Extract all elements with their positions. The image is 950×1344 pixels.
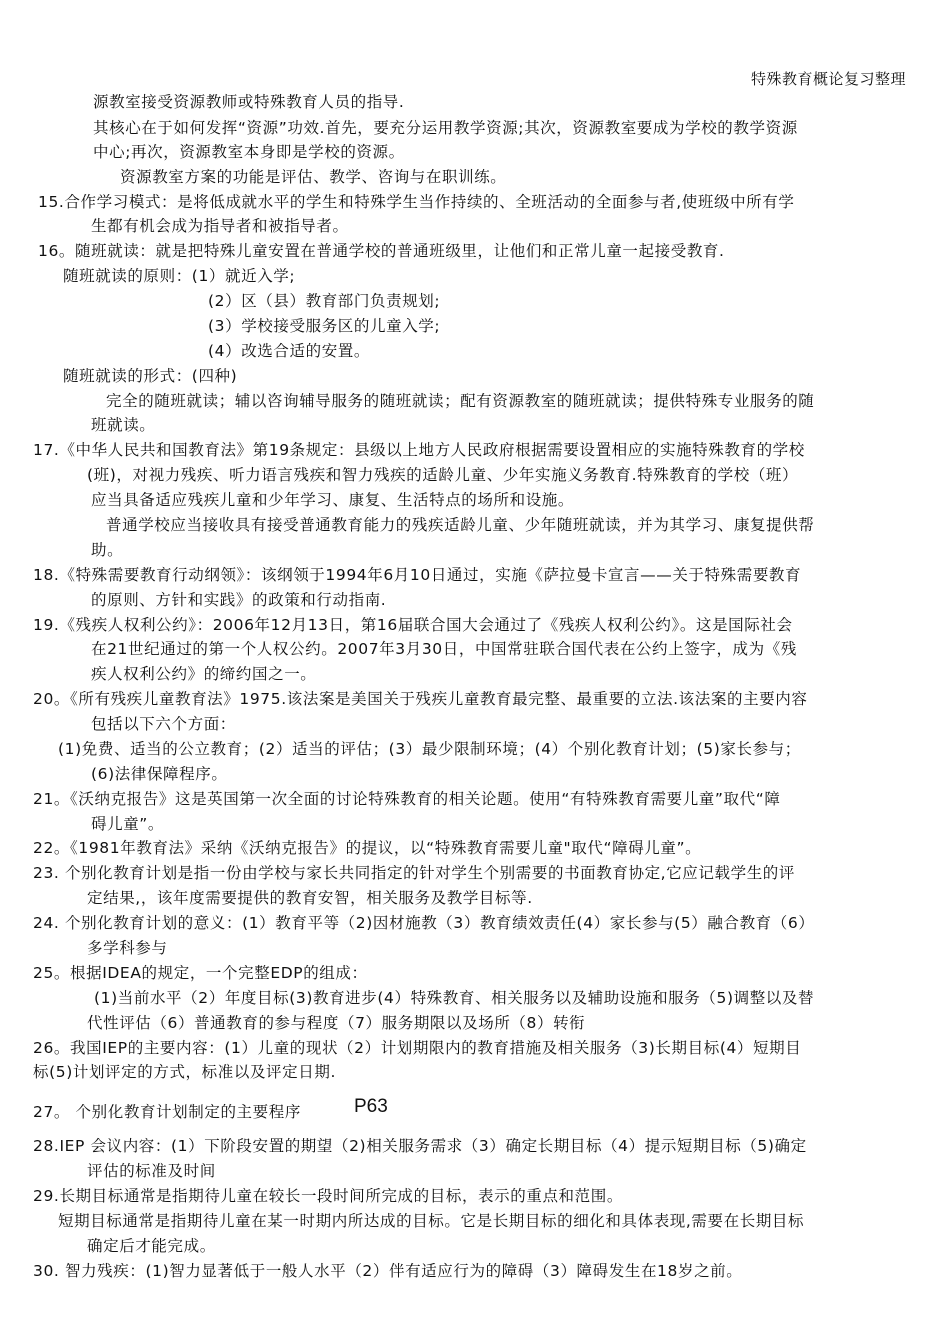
text-line: 28.IEP 会议内容：(1）下阶段安置的期望（2)相关服务需求（3）确定长期目标（4）提示短期目标（5)确定: [33, 1137, 807, 1155]
text-line: 定结果,，该年度需要提供的教育安智，相关服务及教学目标等.: [87, 889, 533, 907]
text-line: (4）改选合适的安置。: [208, 342, 371, 360]
text-line: 18.《特殊需要教育行动纲领》：该纲领于1994年6月10日通过，实施《萨拉曼卡宣言——关于特殊需要教育: [33, 566, 802, 584]
text-line: 多学科参与: [87, 939, 168, 957]
text-line: 在21世纪通过的第一个人权公约。2007年3月30日，中国常驻联合国代表在公约上签字，成为《残: [91, 640, 797, 658]
text-line: 评估的标准及时间: [87, 1162, 216, 1180]
text-line: 班就读。: [91, 416, 156, 434]
text-line: 16。随班就读：就是把特殊儿童安置在普通学校的普通班级里，让他们和正常儿童一起接受教育.: [38, 242, 725, 260]
text-line: 22。《1981年教育法》采纳《沃纳克报告》的提议，以“特殊教育需要儿童"取代“障碍儿童”。: [33, 839, 702, 857]
text-line: 21。《沃纳克报告》这是英国第一次全面的讨论特殊教育的相关论题。使用“有特殊教育需要儿童”取代“障: [33, 790, 781, 808]
text-line: 15.合作学习模式：是将低成就水平的学生和特殊学生当作持续的、全班活动的全面参与者,使班级中所有学: [38, 193, 795, 211]
text-line: 普通学校应当接收具有接受普通教育能力的残疾适龄儿童、少年随班就读，并为其学习、康复提供帮: [106, 516, 815, 534]
text-line: 中心;再次，资源教室本身即是学校的资源。: [93, 143, 405, 161]
text-line: 的原则、方针和实践》的政策和行动指南.: [91, 591, 387, 609]
text-line: 19.《残疾人权利公约》：2006年12月13日，第16届联合国大会通过了《残疾人权利公约》。这是国际社会: [33, 616, 793, 634]
text-line: 生都有机会成为指导者和被指导者。: [91, 217, 349, 235]
text-line: 完全的随班就读；辅以咨询辅导服务的随班就读；配有资源教室的随班就读；提供特殊专业服务的随: [106, 392, 815, 410]
text-line: (3）学校接受服务区的儿童入学;: [208, 317, 441, 335]
text-line: 25。根据IDEA的规定，一个完整EDP的组成：: [33, 964, 368, 982]
text-line: 碍儿童”。: [91, 815, 165, 833]
text-line: (6)法律保障程序。: [91, 765, 228, 783]
text-line: (1)免费、适当的公立教育；(2）适当的评估；(3）最少限制环境；(4）个别化教育计划；(5)家长参与；: [58, 740, 801, 758]
text-line: 随班就读的原则：(1）就近入学;: [63, 267, 296, 285]
text-line: 助。: [91, 541, 124, 559]
text-line: (班)，对视力残疾、听力语言残疾和智力残疾的适龄儿童、少年实施义务教育.特殊教育的学校（班）: [87, 466, 799, 484]
text-line: 其核心在于如何发挥“资源”功效.首先，要充分运用教学资源;其次，资源教室要成为学校的教学资源: [93, 119, 798, 137]
text-line: 疾人权利公约》的缔约国之一。: [91, 665, 317, 683]
page-header: 特殊教育概论复习整理: [750, 70, 906, 88]
text-line: 代性评估（6）普通教育的参与程度（7）服务期限以及场所（8）转衔: [87, 1014, 586, 1032]
text-line: 20。《所有残疾儿童教育法》1975.该法案是美国关于残疾儿童教育最完整、最重要的立法.该法案的主要内容: [33, 690, 808, 708]
text-line: 应当具备适应残疾儿童和少年学习、康复、生活特点的场所和设施。: [91, 491, 575, 509]
text-line: 短期目标通常是指期待儿童在某一时期内所达成的目标。它是长期目标的细化和具体表现,需要在长期目标: [58, 1212, 805, 1230]
text-line: 23. 个别化教育计划是指一份由学校与家长共同指定的针对学生个别需要的书面教育协定,它应记载学生的评: [33, 864, 796, 882]
text-line: 源教室接受资源教师或特殊教育人员的指导.: [93, 93, 405, 111]
text-line: 30. 智力残疾：(1)智力显著低于一般人水平（2）伴有适应行为的障碍（3）障碍发生在18岁之前。: [33, 1262, 743, 1280]
text-line: 标(5)计划评定的方式，标准以及评定日期.: [33, 1063, 336, 1081]
text-line: 资源教室方案的功能是评估、教学、咨询与在职训练。: [120, 168, 507, 186]
text-line: 24. 个别化教育计划的意义：(1）教育平等（2)因材施教（3）教育绩效责任(4）家长参与(5）融合教育（6）: [33, 914, 815, 932]
text-line: 27。 个别化教育计划制定的主要程序: [33, 1103, 301, 1121]
text-line: 29.长期目标通常是指期待儿童在较长一段时间所完成的目标，表示的重点和范围。: [33, 1187, 623, 1205]
text-line: 26。我国IEP的主要内容：(1）儿童的现状（2）计划期限内的教育措施及相关服务（3)长期目标(4）短期目: [33, 1039, 802, 1057]
text-line: 包括以下六个方面：: [91, 715, 236, 733]
text-line: 随班就读的形式：(四种): [63, 367, 238, 385]
text-line: 17.《中华人民共和国教育法》第19条规定：县级以上地方人民政府根据需要设置相应的实施特殊教育的学校: [33, 441, 805, 459]
text-line: (1)当前水平（2）年度目标(3)教育进步(4）特殊教育、相关服务以及辅助设施和服务（5)调整以及替: [94, 989, 815, 1007]
page-reference: P63: [354, 1096, 388, 1117]
text-line: 确定后才能完成。: [87, 1237, 216, 1255]
text-line: (2）区（县）教育部门负责规划;: [208, 292, 441, 310]
